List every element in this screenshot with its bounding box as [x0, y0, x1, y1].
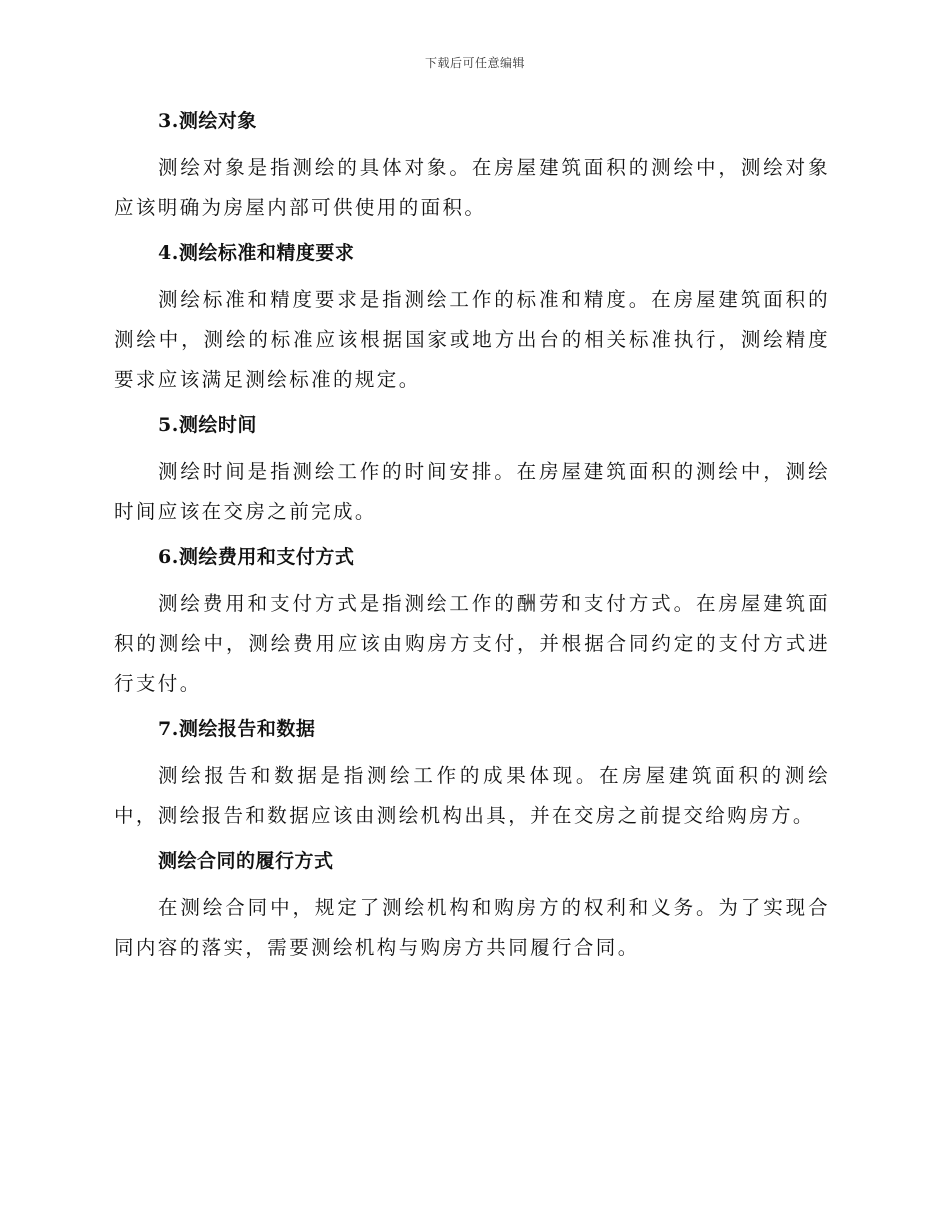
- section-standards-precision: [114, 240, 830, 400]
- section-heading: 4.测绘标准和精度要求: [158, 242, 355, 264]
- section-heading: 6.测绘费用和支付方式: [158, 546, 355, 568]
- section-paragraph: 测绘报告和数据是指测绘工作的成果体现。在房屋建筑面积的测绘中，测绘报告和数据应该由测绘机构出具，并在交房之前提交给购房方。: [114, 764, 830, 827]
- section-contract-performance: [114, 848, 830, 968]
- section-heading: 5.测绘时间: [158, 414, 257, 436]
- section-paragraph: 测绘费用和支付方式是指测绘工作的酬劳和支付方式。在房屋建筑面积的测绘中，测绘费用应该由购房方支付，并根据合同约定的支付方式进行支付。: [114, 592, 830, 695]
- section-heading: 7.测绘报告和数据: [158, 718, 316, 740]
- section-paragraph: 测绘对象是指测绘的具体对象。在房屋建筑面积的测绘中，测绘对象应该明确为房屋内部可供使用的面积。: [114, 156, 830, 219]
- page-header: 下载后可任意编辑: [424, 56, 525, 70]
- document-body: [114, 108, 830, 980]
- section-heading: 测绘合同的履行方式: [158, 850, 334, 872]
- section-measurement-object: [114, 108, 830, 228]
- section-fees-payment: [114, 544, 830, 704]
- section-paragraph: 测绘时间是指测绘工作的时间安排。在房屋建筑面积的测绘中，测绘时间应该在交房之前完成。: [114, 460, 830, 523]
- section-measurement-time: [114, 412, 830, 532]
- section-heading: 3.测绘对象: [158, 110, 257, 132]
- section-paragraph: 在测绘合同中，规定了测绘机构和购房方的权利和义务。为了实现合同内容的落实，需要测绘机构与购房方共同履行合同。: [114, 896, 830, 959]
- section-report-data: [114, 716, 830, 836]
- section-paragraph: 测绘标准和精度要求是指测绘工作的标准和精度。在房屋建筑面积的测绘中，测绘的标准应该根据国家或地方出台的相关标准执行，测绘精度要求应该满足测绘标准的规定。: [114, 288, 830, 391]
